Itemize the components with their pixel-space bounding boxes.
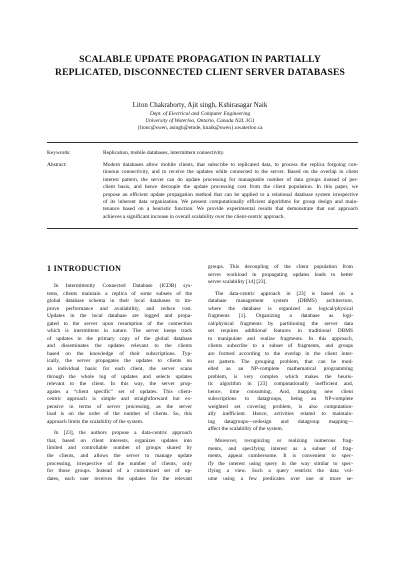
abstract-text bbox=[103, 162, 358, 221]
body-text-line: agates a “client specific” set of updates. This client- bbox=[47, 388, 192, 395]
body-text-line: cal/physical fragments by partitioning the server data bbox=[208, 320, 353, 327]
abstract-line: tinuous connectivity, and to receive the updates while connected to the server. Based on the overlap in client bbox=[103, 169, 358, 176]
body-text-line: Moreover, recognizing or realizing numerous frag- bbox=[215, 438, 353, 445]
body-text-line: prove performance and availability, and reduce cost. bbox=[47, 305, 192, 312]
body-text-line: ifying a view. Such a query restricts the data vol- bbox=[208, 468, 353, 475]
body-text-line: to manipulate and realize fragments. In this approach, bbox=[208, 335, 353, 342]
body-text-line: which is intermittent in nature. The server keeps track bbox=[47, 328, 192, 335]
body-text-line: clients subscribe to a subset of fragments, and groups bbox=[208, 343, 353, 350]
abstract-line: of its inherent data organization. We present computationally efficient algorithms for group design and main- bbox=[103, 199, 358, 206]
body-text-line: database management system (DBMS) architecture, bbox=[208, 298, 353, 305]
body-text-line: for those groups. Instead of a customized set of up- bbox=[47, 468, 192, 475]
body-text-line: of updates in the primary copy of the global database bbox=[47, 335, 192, 342]
bottom-divider bbox=[47, 228, 358, 229]
body-text-line: load is on the order of the number of clients. So, this bbox=[47, 411, 192, 418]
body-text-line: est pattern. The grouping problem, that can be mod- bbox=[208, 358, 353, 365]
body-text-line: based on the knowledge of their subscriptions. Typ- bbox=[47, 350, 192, 357]
body-text-line: limited and controllable number of groups shared by bbox=[47, 445, 192, 452]
abstract-line: achieves a significant increase in overall scalability over the client-centric approach. bbox=[103, 213, 285, 220]
body-text-line: ume using a few predicates over one or more se- bbox=[208, 475, 353, 482]
affiliation bbox=[40, 111, 360, 132]
body-text-line: where the database is organized as logical/physical bbox=[208, 305, 353, 312]
body-text-line: tems, clients maintain a replica of some subsets of the bbox=[47, 290, 192, 297]
body-text-line: hence, time consuming. And, mapping new client bbox=[208, 388, 353, 395]
body-text-line: elled as an NP-complete mathematical programming bbox=[208, 366, 353, 373]
keywords-text: Replication, mobile databases, intermittent connectivity. bbox=[103, 150, 225, 156]
body-text-line: are formed according to the overlap in the client inter- bbox=[208, 351, 353, 358]
body-text-line: set requires additional features in traditional DBMS bbox=[208, 328, 353, 335]
body-text-line: In Intermittently Connected Database (ICDB) sys- bbox=[54, 283, 192, 289]
keywords-label: Keywords: bbox=[47, 150, 71, 156]
affiliation-university: University of Waterloo, Ontario, Canada N2L 3G1 bbox=[145, 118, 255, 124]
title-line: SCALABLE UPDATE PROPAGATION IN PARTIALLY bbox=[79, 54, 321, 65]
title-line: REPLICATED, DISCONNECTED CLIENT SERVER DATABASES bbox=[54, 67, 346, 78]
body-text-line: relevant to the client. In this way, the server prop- bbox=[47, 381, 192, 388]
body-text-line: weighted set covering problem, is also computation- bbox=[208, 403, 353, 410]
affiliation-dept: Dept. of Electrical and Computer Engineering bbox=[149, 111, 251, 117]
top-divider bbox=[47, 142, 358, 143]
body-text-line: problem, is very complex which makes the heuris- bbox=[208, 373, 353, 380]
body-text-line: the clients, and allows the server to manage update bbox=[47, 453, 192, 460]
body-text-line: The data-centric approach in [23] is based on a bbox=[215, 290, 353, 297]
body-text-line: that, based on client interests, organizes updates into bbox=[47, 437, 192, 444]
body-text-line: server workload in propagating updates leads to better bbox=[208, 271, 353, 278]
body-text-line: ally inefficient. Hence, activities related to maintain- bbox=[208, 411, 353, 418]
abstract-line: client basis, and hence decouple the update processing cost from the client population. In this paper, we bbox=[103, 184, 358, 191]
abstract-line: interest pattern, the server can do update processing for manageable number of data groups instead of per- bbox=[103, 176, 358, 183]
body-text-line: ing datagroups—redesign and datagroup mapping— bbox=[208, 418, 353, 425]
body-text-line: server scalability [14] [23]. bbox=[208, 279, 267, 286]
body-text-line: ments, appear cumbersome. It is convenient to spec- bbox=[208, 453, 353, 460]
body-text-line: In [23], the authors propose a data-centric approach bbox=[54, 430, 192, 437]
author-list: Liton Chakraborty, Ajit singh, Kshirasagar Naik bbox=[132, 101, 268, 109]
body-text-line: an individual basis: for each client, the server scans bbox=[47, 366, 192, 373]
body-text-line: affect the scalability of the system. bbox=[208, 426, 284, 433]
affiliation-emails: {ltonc@swen, asingh@etude, knaik@swen}.uwaterloo.ca bbox=[137, 125, 263, 131]
body-text-line: global database schema in their local databases to im- bbox=[47, 298, 192, 305]
body-text-line: dates, each user receives the updates for the relevant bbox=[47, 475, 192, 482]
body-text-line: gated to the server upon resumption of the connection bbox=[47, 320, 192, 327]
body-text-line: processing, irrespective of the number of clients, only bbox=[47, 460, 192, 467]
abstract-line: tenance based on a heuristic function. We provide experimental results that demonstrate that our approach bbox=[103, 206, 358, 213]
body-text-line: ments, and specifying interest as a subset of frag- bbox=[208, 445, 353, 452]
body-text-line: pensive in terms of server processing, as the server bbox=[47, 403, 192, 410]
right-column bbox=[208, 264, 353, 483]
body-text-line: Updates in the local database are logged and propa- bbox=[47, 313, 192, 320]
body-text-line: through the whole log of updates and selects updates bbox=[47, 373, 192, 380]
body-text-line: fragments [1]. Organizing a database as logi- bbox=[208, 313, 353, 320]
paper-title bbox=[40, 53, 360, 79]
body-text-line: and disseminates the updates relevant to the clients bbox=[47, 343, 192, 350]
body-text-line: subscriptions to datagroups, being an NP-complete bbox=[208, 396, 353, 403]
left-column bbox=[47, 283, 192, 483]
abstract-line: propose an efficient update propagation method that can be applied to a relational database system irrespective bbox=[103, 191, 358, 198]
body-text-line: groups. This decoupling of the client population from bbox=[208, 264, 353, 270]
section-heading-introduction: 1 INTRODUCTION bbox=[47, 264, 122, 273]
body-text-line: tic algorithm in [23] computationally inefficient and, bbox=[208, 381, 353, 388]
body-text-line: approach limits the scalability of the system. bbox=[47, 418, 144, 425]
body-text-line: ically, the server propagates the updates to clients on bbox=[47, 358, 192, 365]
abstract-label: Abstract: bbox=[47, 162, 67, 168]
body-text-line: centric approach is simple and straightforward but ex- bbox=[47, 396, 192, 403]
abstract-line: Modern databases allow mobile clients, that subscribe to replicated data, to process the replica forgoing con- bbox=[103, 162, 358, 168]
body-text-line: ify the interest using query in the way similar to spec- bbox=[208, 460, 353, 467]
